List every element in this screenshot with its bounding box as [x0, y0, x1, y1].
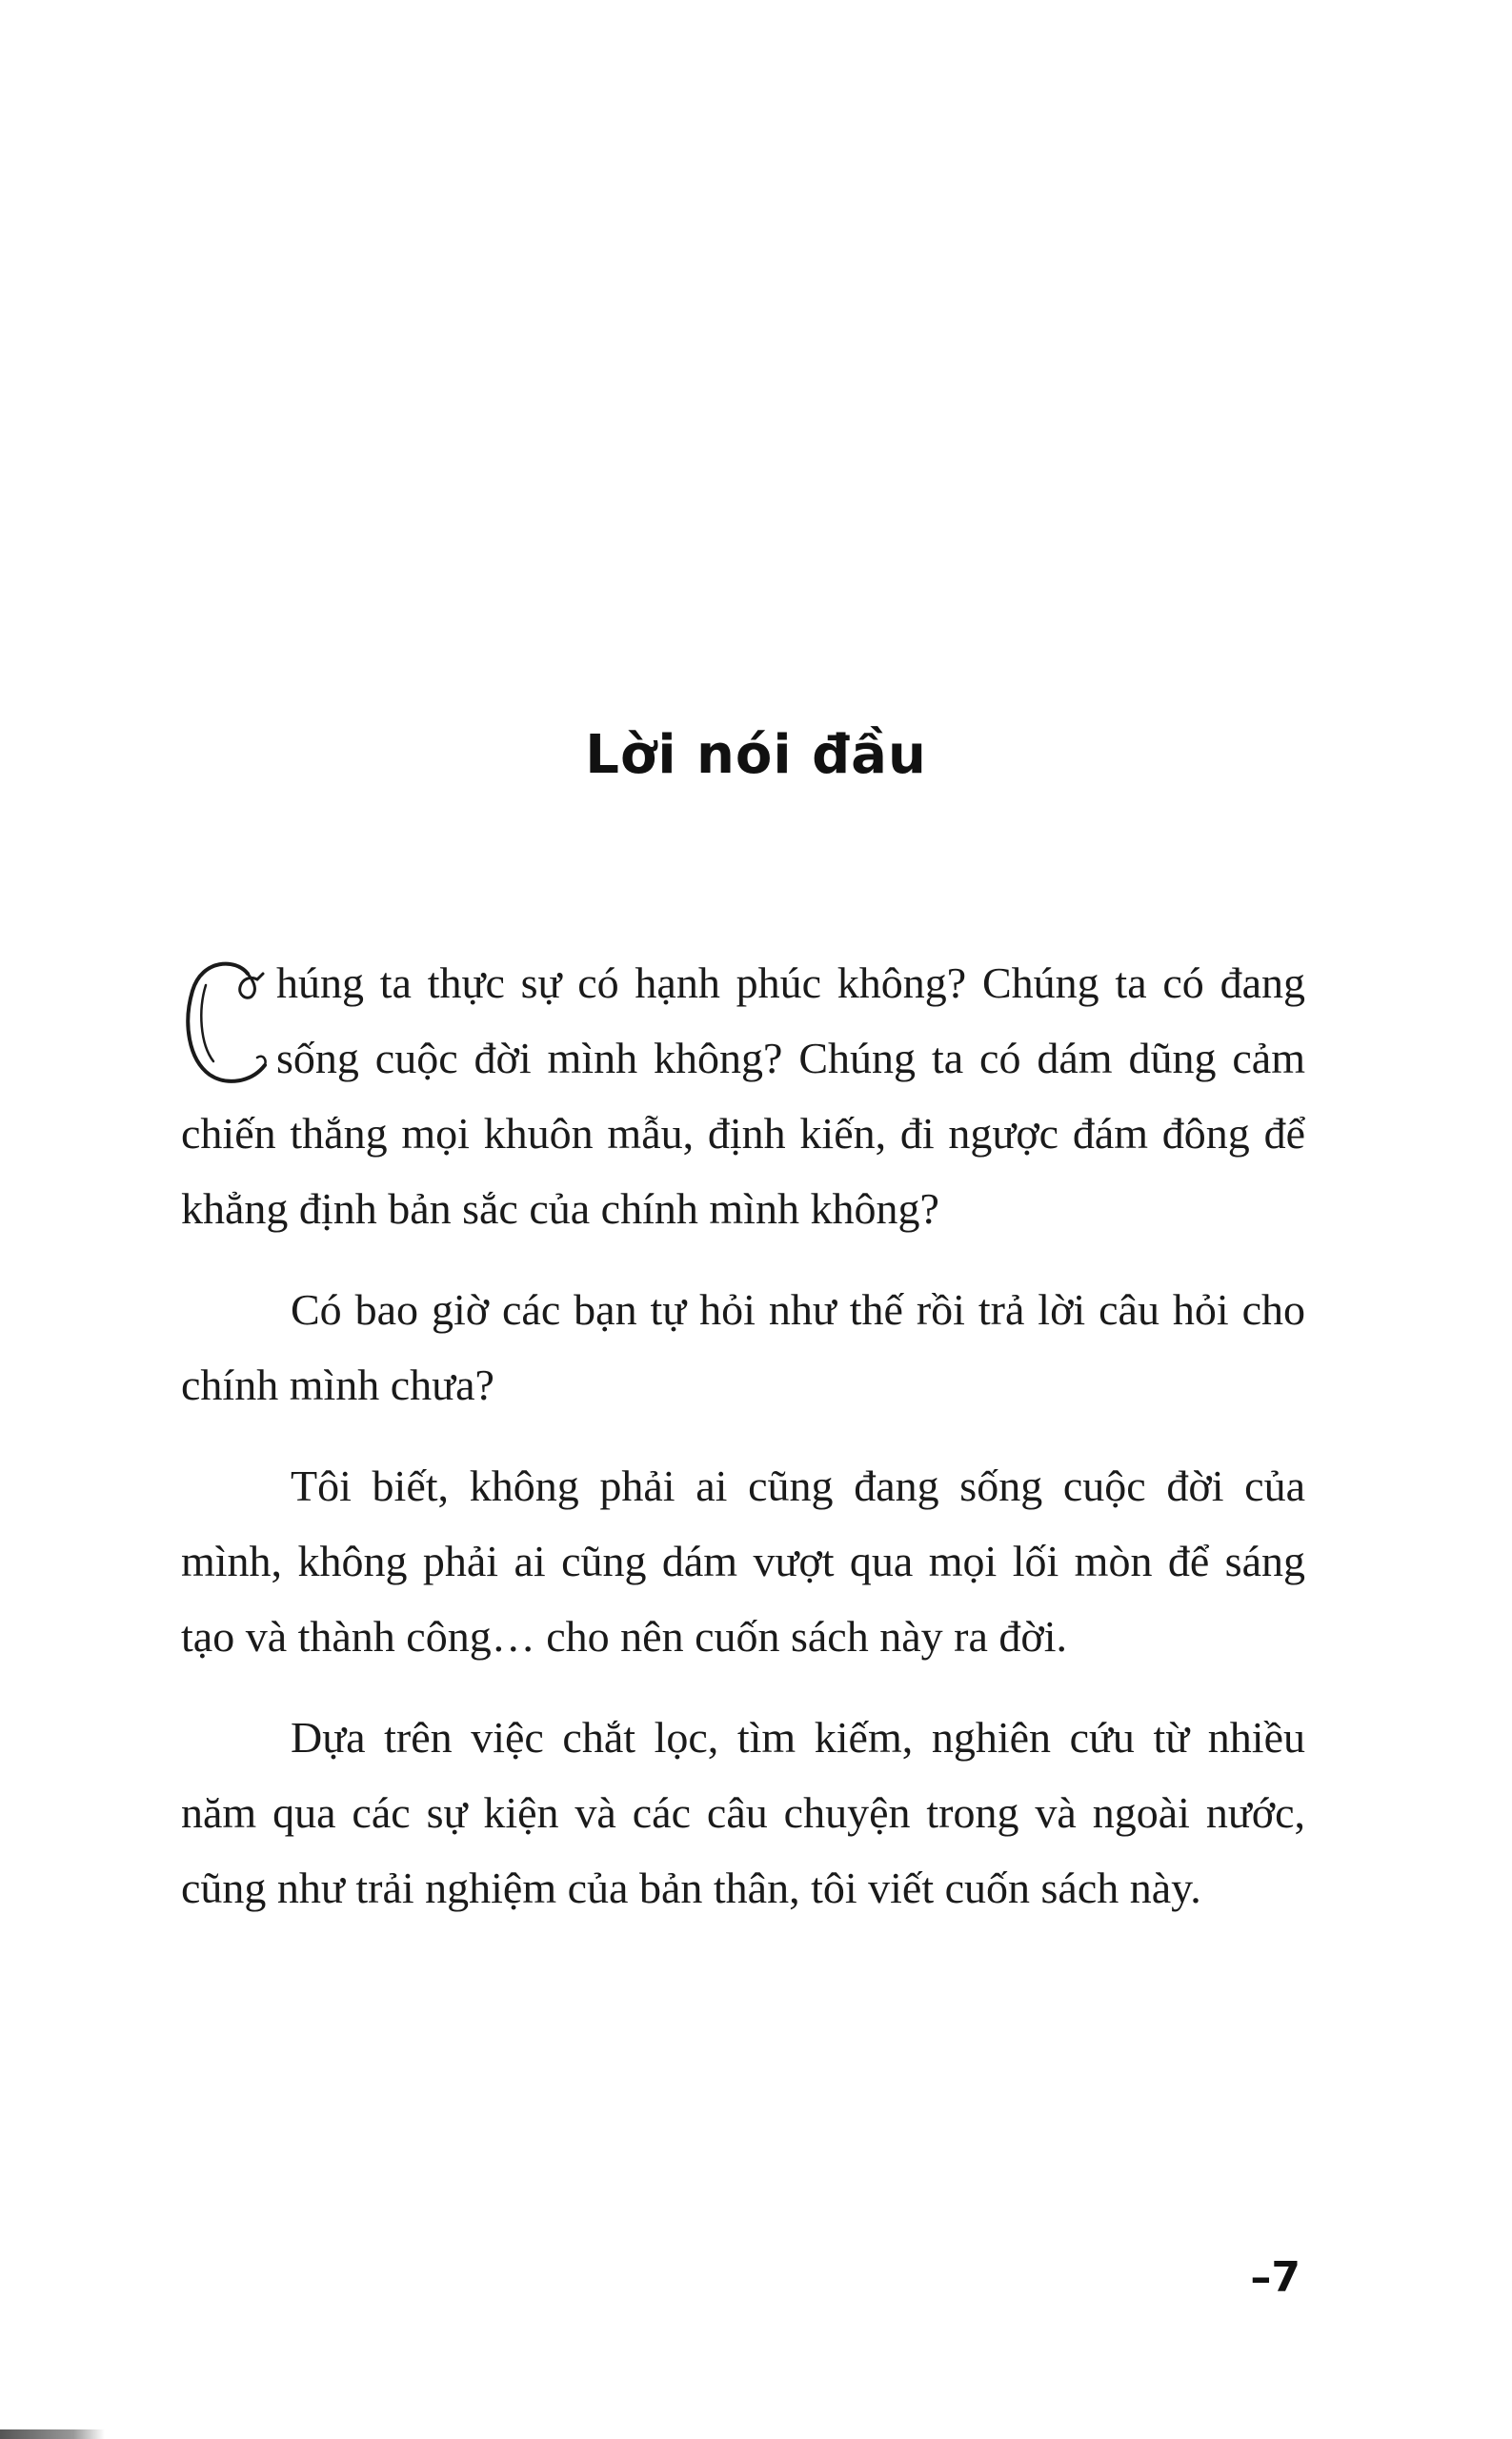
scan-edge-shadow — [0, 2429, 105, 2439]
paragraph-2: Có bao giờ các bạn tự hỏi như thế rồi trả lời câu hỏi cho chính mình chưa? — [181, 1285, 1305, 1409]
paragraph-4: Dựa trên việc chắt lọc, tìm kiếm, nghiên cứu từ nhiều năm qua các sự kiện và các câu chuyện trong và ngoài nước, cũng như trải nghiệm của bản thân, tôi viết cuốn sách này. — [181, 1713, 1305, 1912]
preface-body — [181, 945, 1305, 1951]
chapter-title: Lời nói đầu — [585, 724, 927, 786]
drop-cap-letter — [181, 1091, 182, 1092]
drop-cap-icon — [181, 953, 269, 1091]
paragraph-1 — [181, 945, 1305, 1246]
paragraph-1-text: húng ta thực sự có hạnh phúc không? Chúng ta có đang sống cuộc đời mình không? Chúng ta có dám dũng cảm chiến thắng mọi khuôn mẫu, định kiến, đi ngược đám đông để khẳng định bản sắc của chính mình không? — [181, 958, 1305, 1233]
page-number: –7 — [1250, 2253, 1300, 2302]
paragraph-3: Tôi biết, không phải ai cũng đang sống cuộc đời của mình, không phải ai cũng dám vượt qua mọi lối mòn để sáng tạo và thành công… cho nên cuốn sách này ra đời. — [181, 1461, 1305, 1661]
